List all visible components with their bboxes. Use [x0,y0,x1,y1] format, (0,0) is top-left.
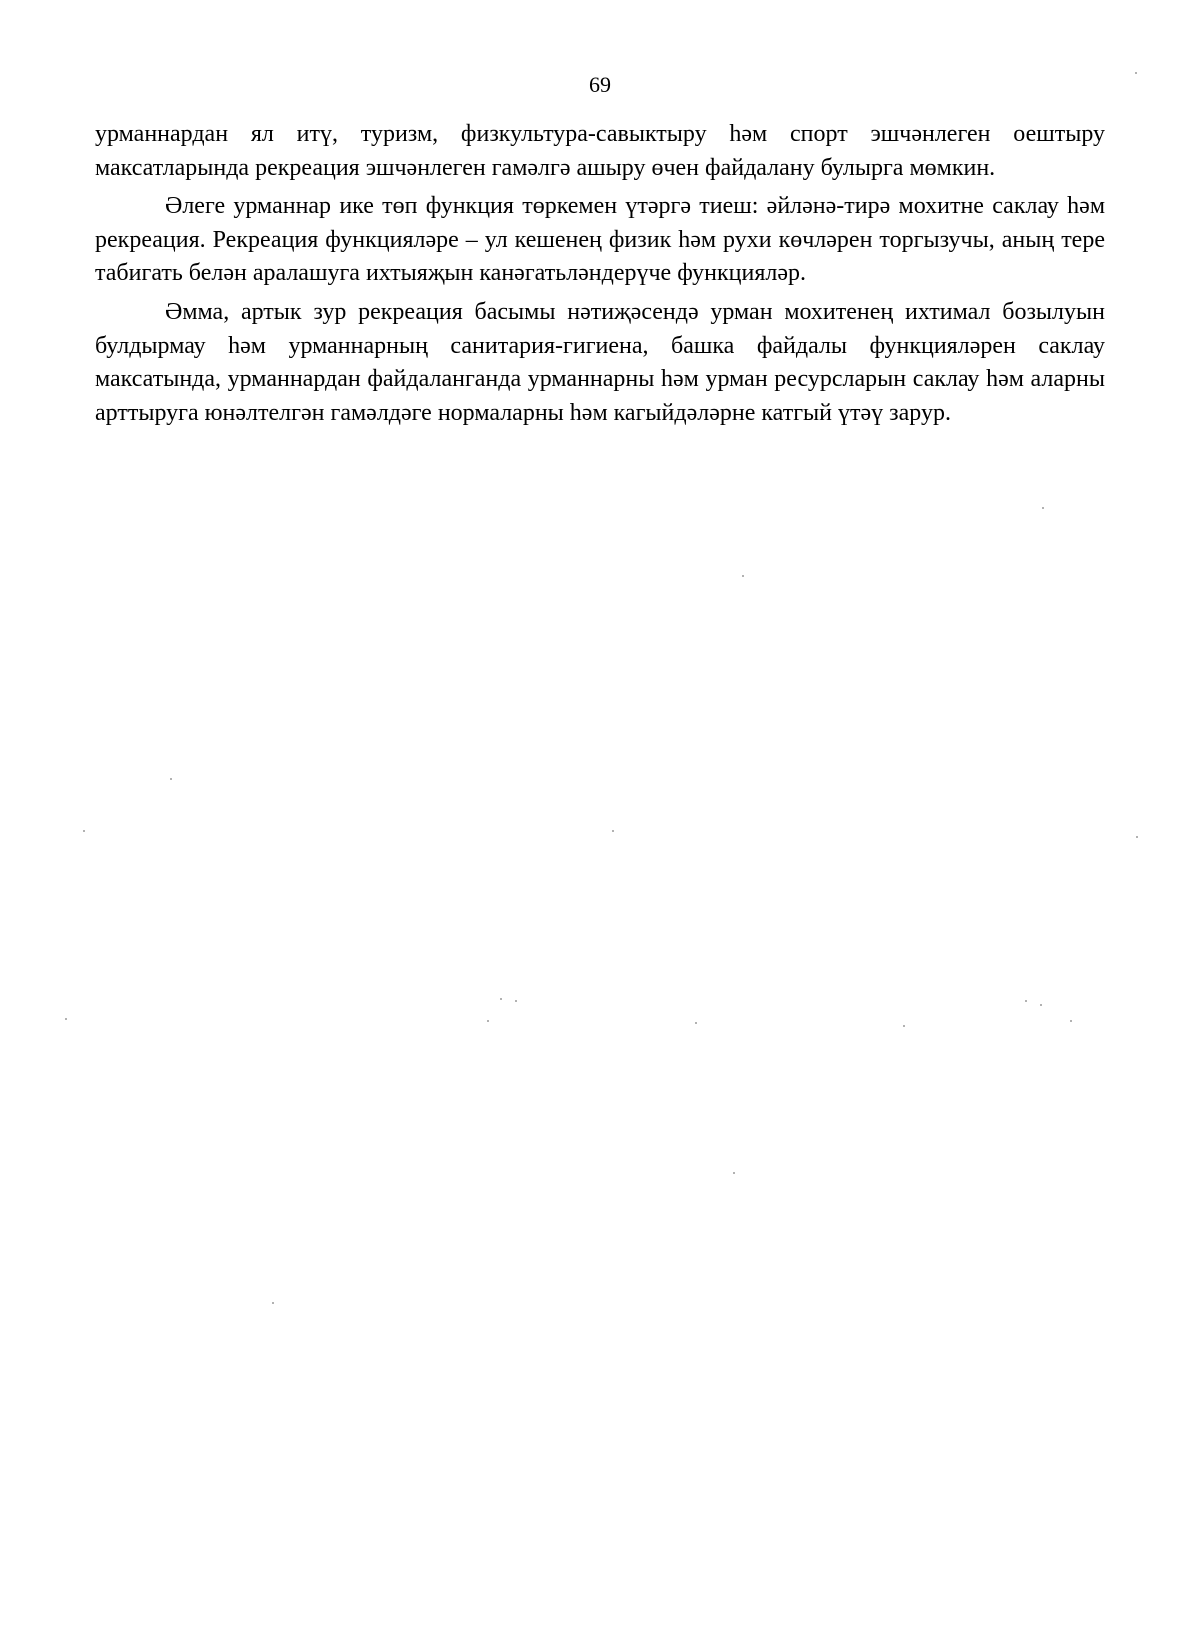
scan-speck [515,1000,517,1002]
scan-speck [1042,507,1044,509]
scan-speck [742,575,744,577]
scan-speck [170,778,172,780]
scan-speck [1136,836,1138,838]
scan-speck [272,1302,274,1304]
paragraph-continuation: урманнардан ял итү, туризм, физкультура-савыктыру һәм спорт эшчәнлеген оештыру максатларында рекреация эшчәнлеген гамәлгә ашыру өчен файдалану булырга мөмкин. [95,121,1105,181]
scan-speck [500,998,502,1000]
scan-speck [903,1025,905,1027]
scan-speck [1135,72,1137,74]
scan-speck [487,1020,489,1022]
paragraph-forest-functions: Әлеге урманнар ике төп функция төркемен үтәргә тиеш: әйләнә-тирә мохитне саклау һәм рекреация. Рекреация функцияләре – ул кешенең физик һәм рухи көчләрен торгызучы, аның тере табигать белән аралашуга ихтыяҗын канәгатьләндерүче функцияләр. [95,193,1105,287]
page-number: 69 [589,72,611,97]
scan-speck [612,830,614,832]
scan-speck [733,1172,735,1174]
scan-speck [695,1022,697,1024]
scan-speck [83,830,85,832]
scan-speck [65,1018,67,1020]
body-text [95,118,1105,435]
scan-speck [1070,1020,1072,1022]
paragraph-recreation-pressure: Әмма, артык зур рекреация басымы нәтиҗәсендә урман мохитенең ихтимал бозылуын булдырмау һәм урманнарның санитария-гигиена, башка файдалы функцияләрен саклау максатында, урманнардан файдаланганда урманнарны һәм урман ресурсларын саклау һәм аларны арттыруга юнәлтелгән гамәлдәге нормаларны һәм кагыйдәләрне катгый үтәү зарур. [95,298,1105,426]
scan-speck [1040,1004,1042,1006]
scan-speck [1025,1000,1027,1002]
